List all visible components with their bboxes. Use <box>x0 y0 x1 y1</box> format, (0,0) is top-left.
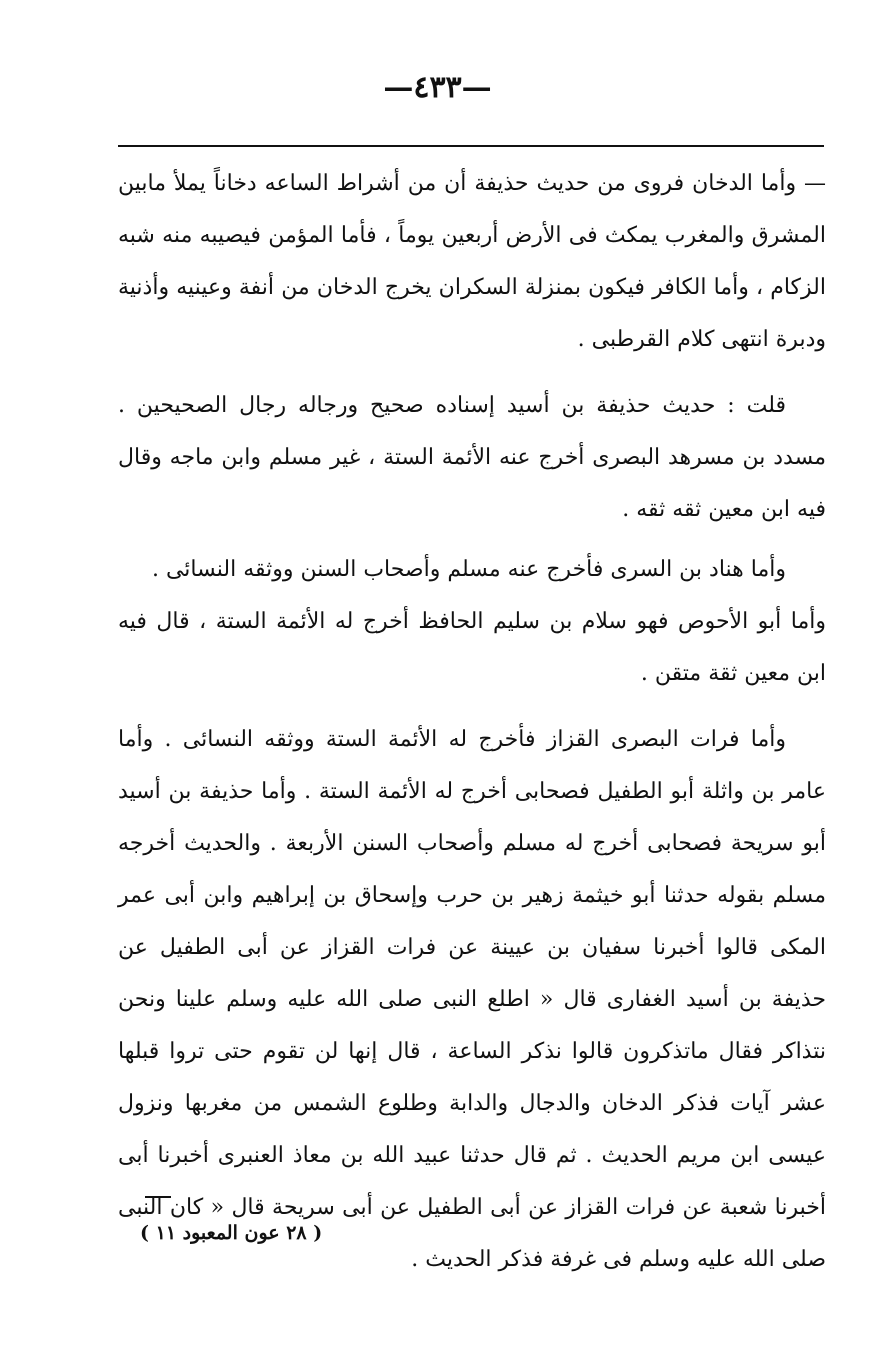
paragraph-furat-and-hadith: وأما فرات البصرى القزاز فأخرج له الأئمة الستة ووثقه النسائى . وأما عامر بن واثلة أبو الطفيل فصحابى أخرج له الأئمة الستة . وأما حذيفة بن أسيد أبو سريحة فصحابى أخرج له مسلم وأصحاب السنن الأربعة . والحديث أخرجه مسلم بقوله حدثنا أبو خيثمة زهير بن حرب وإسحاق بن إبراهيم وابن أبى عمر المكى قالوا أخبرنا سفيان بن عيينة عن فرات القزاز عن أبى الطفيل عن حذيفة بن أسيد الغفارى قال « اطلع النبى صلى الله عليه وسلم علينا ونحن نتذاكر فقال ماتذكرون قالوا نذكر الساعة ، قال إنها لن تقوم حتى تروا قبلها عشر آيات فذكر الدخان والدجال والدابة وطلوع الشمس من مغربها ونزول عيسى ابن مريم الحديث . ثم قال حدثنا عبيد الله بن معاذ العنبرى أخبرنا أبى أخبرنا شعبة عن فرات القزاز عن أبى الطفيل عن أبى سريحة قال « كان النبى صلى الله عليه وسلم فى غرفة فذكر الحديث . <box>118 727 826 1272</box>
paragraph-abu-al-ahwas: وأما أبو الأحوص فهو سلام بن سليم الحافظ أخرج له الأئمة الستة ، قال فيه ابن معين ثقة متقن . <box>118 609 826 686</box>
paragraph-hannad: وأما هناد بن السرى فأخرج عنه مسلم وأصحاب السنن ووثقه النسائى . <box>151 557 786 582</box>
page-number: —٤٣٣— <box>383 70 492 105</box>
paragraph-smoke: — وأما الدخان فروى من حديث حذيفة أن من أشراط الساعه دخاناً يملأ مابين المشرق والمغرب يمكث فى الأرض أربعين يوماً ، فأما المؤمن فيصيبه منه شبه الزكام ، وأما الكافر فيكون بمنزلة السكران يخرج الدخان من أنفة وعينيه وأذنية ودبرة انتهى كلام القرطبى . <box>118 171 826 352</box>
footer-signature: ( ٢٨ عون المعبود ١١ ) <box>140 1222 323 1244</box>
header-divider <box>118 145 824 147</box>
body-text <box>118 158 826 1286</box>
paragraph-isnad-hudhayfa: قلت : حديث حذيفة بن أسيد إسناده صحيح ورجاله رجال الصحيحين . مسدد بن مسرهد البصرى أخرج عنه الأئمة الستة ، غير مسلم وابن ماجه وقال فيه ابن معين ثقه ثقه . <box>118 393 826 522</box>
closing-dash <box>145 1196 171 1198</box>
